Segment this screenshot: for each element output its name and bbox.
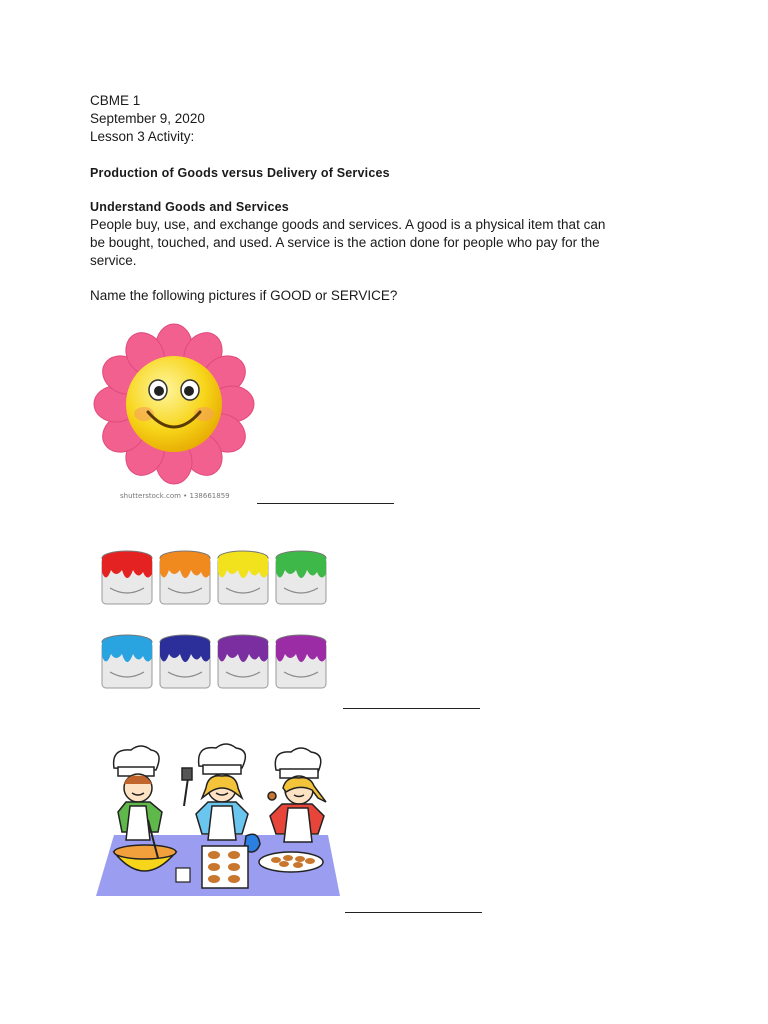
- paragraph-line: be bought, touched, and used. A service is the action done for people who pay for the: [90, 235, 600, 250]
- course-name: CBME 1: [90, 93, 141, 108]
- paint-can: [276, 551, 326, 604]
- instruction-text: Name the following pictures if GOOD or SERVICE?: [90, 288, 398, 303]
- chefs-baking-icon: [96, 740, 341, 900]
- paragraph-line: People buy, use, and exchange goods and services. A good is a physical item that can: [90, 217, 606, 232]
- paint-cans-icon: [96, 540, 338, 696]
- lesson-label: Lesson 3 Activity:: [90, 129, 195, 144]
- chef-figure: [114, 746, 162, 840]
- paint-can: [218, 551, 268, 604]
- paint-can: [102, 635, 152, 688]
- paint-can: [160, 635, 210, 688]
- image-watermark: shutterstock.com • 138661859: [120, 492, 230, 500]
- paint-can: [218, 635, 268, 688]
- smiley-flower-icon: [92, 322, 256, 486]
- activity-date: September 9, 2020: [90, 111, 205, 126]
- section-paragraph: [90, 216, 690, 270]
- section-heading: Understand Goods and Services: [90, 200, 289, 214]
- paint-can: [276, 635, 326, 688]
- paragraph-line: service.: [90, 253, 137, 268]
- header: [90, 92, 690, 146]
- answer-blank-3[interactable]: [345, 912, 482, 913]
- answer-blank-1[interactable]: [257, 503, 394, 504]
- answer-blank-2[interactable]: [343, 708, 480, 709]
- paint-can: [160, 551, 210, 604]
- page-title: Production of Goods versus Delivery of Services: [90, 166, 390, 180]
- paint-can: [102, 551, 152, 604]
